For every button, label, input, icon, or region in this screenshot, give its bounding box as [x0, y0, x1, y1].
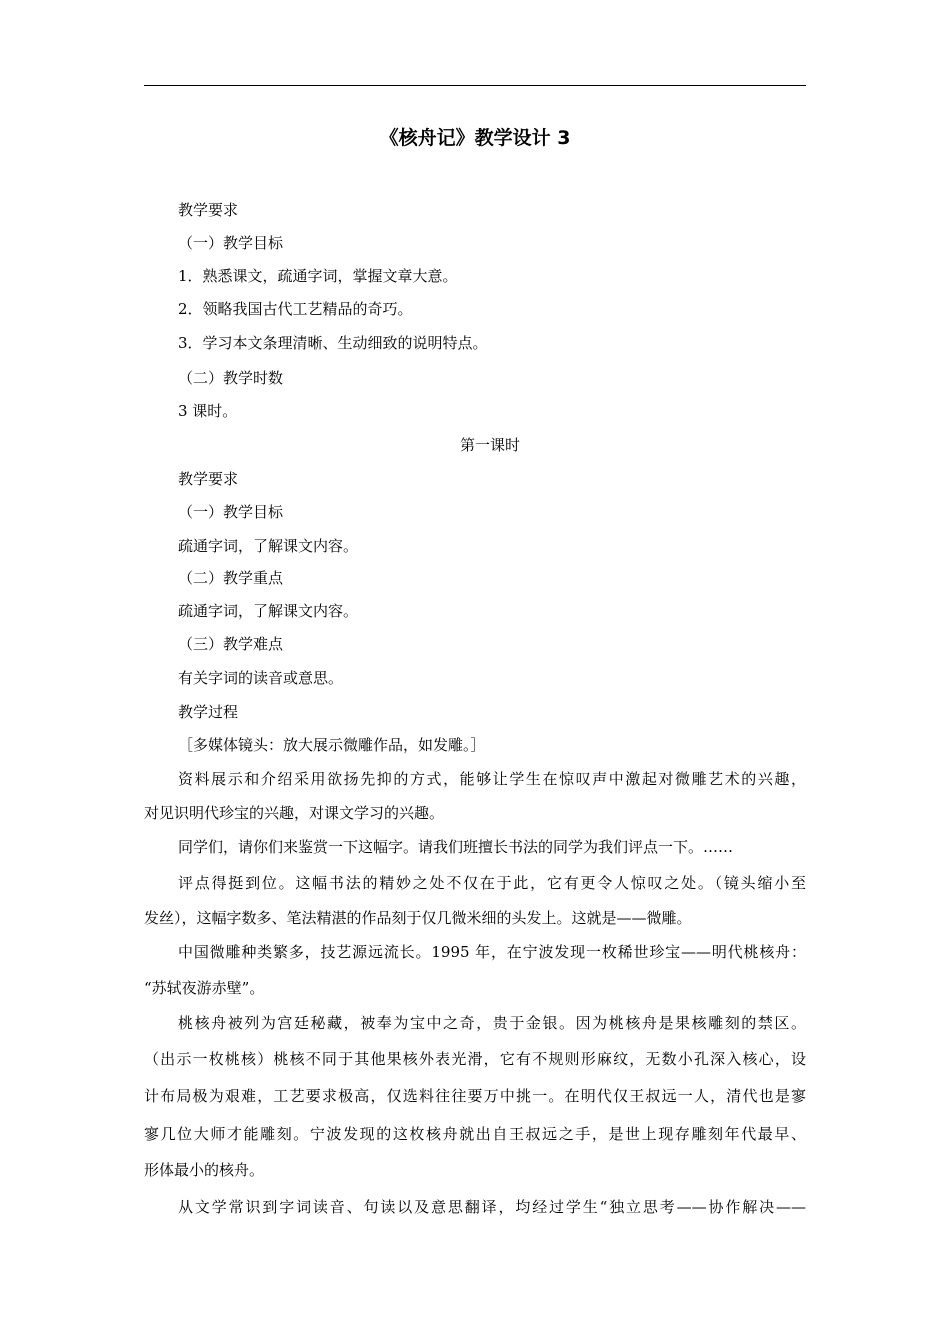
subsection-heading: （二）教学重点 — [178, 569, 284, 587]
paragraph-line: 疏通字词，了解课文内容。 — [178, 537, 359, 555]
section-heading: 教学要求 — [178, 470, 239, 488]
list-item: 2．领略我国古代工艺精品的奇巧。 — [178, 300, 413, 318]
paragraph-line: 疏通字词，了解课文内容。 — [178, 602, 359, 620]
header-rule — [144, 85, 806, 86]
paragraph-line: （出示一枚桃核）桃核不同于其他果核外表光滑，它有不规则形麻纹，无数小孔深入核心，设 — [144, 1050, 806, 1068]
paragraph-line: 从文学常识到字词读音、句读以及意思翻译，均经过学生“独立思考——协作解决—— — [178, 1198, 806, 1216]
paragraph-line: 寥几位大师才能雕刻。宁波发现的这枚核舟就出自王叔远之手，是世上现存雕刻年代最早、 — [144, 1125, 806, 1143]
paragraph-line: 发丝），这幅字数多、笔法精湛的作品刻于仅几微米细的头发上。这就是——微雕。 — [144, 909, 692, 927]
section-heading: 教学要求 — [178, 201, 239, 219]
page-title: 《核舟记》教学设计 3 — [379, 127, 571, 149]
section-heading: 教学过程 — [178, 703, 239, 721]
subsection-heading: （三）教学难点 — [178, 635, 284, 653]
list-item: 3．学习本文条理清晰、生动细致的说明特点。 — [178, 334, 488, 352]
paragraph-line: 3 课时。 — [178, 402, 238, 420]
paragraph-line: 中国微雕种类繁多，技艺源远流长。1995 年，在宁波发现一枚稀世珍宝——明代桃核舟： — [178, 943, 806, 961]
subsection-heading: （一）教学目标 — [178, 234, 284, 252]
paragraph-line: 计布局极为艰难，工艺要求极高，仅选料往往要万中挑一。在明代仅王叔远一人，清代也是寥 — [144, 1087, 806, 1105]
subsection-heading: （一）教学目标 — [178, 503, 284, 521]
paragraph-line: 形体最小的核舟。 — [144, 1161, 265, 1179]
paragraph-line: “苏轼夜游赤壁”。 — [144, 979, 265, 997]
lesson-heading: 第一课时 — [459, 436, 520, 454]
paragraph-line: 评点得挺到位。这幅书法的精妙之处不仅在于此，它有更令人惊叹之处。（镜头缩小至 — [178, 874, 806, 892]
paragraph-line: ［多媒体镜头：放大展示微雕作品，如发雕。］ — [178, 736, 486, 754]
paragraph-line: 同学们，请你们来鉴赏一下这幅字。请我们班擅长书法的同学为我们评点一下。…… — [178, 838, 734, 856]
paragraph-line: 对见识明代珍宝的兴趣，对课文学习的兴趣。 — [144, 804, 445, 822]
paragraph-line: 桃核舟被列为宫廷秘藏，被奉为宝中之奇，贵于金银。因为桃核舟是果核雕刻的禁区。 — [178, 1014, 806, 1032]
list-item: 1．熟悉课文，疏通字词，掌握文章大意。 — [178, 267, 458, 285]
paragraph-line: 有关字词的读音或意思。 — [178, 669, 344, 687]
paragraph-line: 资料展示和介绍采用欲扬先抑的方式，能够让学生在惊叹声中激起对微雕艺术的兴趣， — [178, 770, 806, 788]
subsection-heading: （二）教学时数 — [178, 369, 284, 387]
